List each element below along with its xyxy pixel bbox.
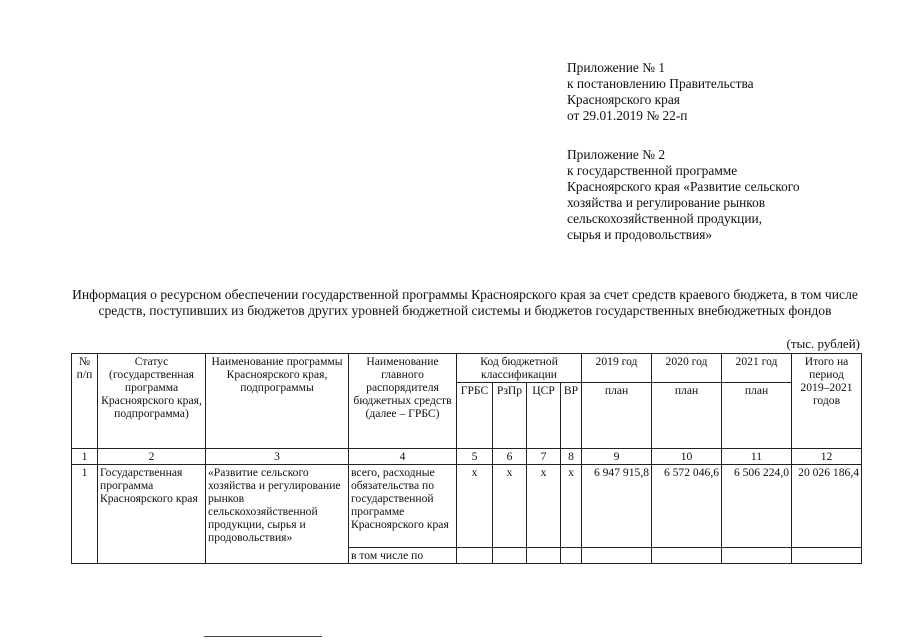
appendix-2-line: хозяйства и регулирование рынков — [567, 195, 766, 210]
column-number: 5 — [457, 449, 493, 465]
row-cell — [652, 548, 722, 564]
header-year-2021: 2021 год — [722, 354, 792, 383]
appendix-1-line: Приложение № 1 — [567, 60, 666, 75]
column-number: 8 — [561, 449, 582, 465]
appendix-2-line: сельскохозяйственной продукции, — [567, 211, 763, 226]
appendix-1-block — [567, 60, 887, 124]
appendix-1-line: Красноярского края — [567, 92, 680, 107]
row-grbs-name: в том числе по — [349, 548, 457, 564]
row-vr: х — [561, 465, 582, 548]
header-grbs: ГРБС — [457, 383, 493, 449]
row-rzpr: х — [493, 465, 527, 548]
header-num: № п/п — [72, 354, 98, 449]
row-grbs: х — [457, 465, 493, 548]
row-program-name: «Развитие сельского хозяйства и регулирование рынков сельскохозяйственной продукции, сырья и продовольствия» — [206, 465, 349, 564]
header-grbs-name: Наименование главного распорядителя бюджетных средств (далее – ГРБС) — [349, 354, 457, 449]
header-plan-2020: план — [652, 383, 722, 449]
appendix-1-line: к постановлению Правительства — [567, 76, 754, 91]
row-cell — [722, 548, 792, 564]
column-number: 12 — [792, 449, 862, 465]
column-number: 9 — [582, 449, 652, 465]
column-number-row — [72, 449, 862, 465]
header-csr: ЦСР — [527, 383, 561, 449]
appendix-2-line: Красноярского края «Развитие сельского — [567, 179, 800, 194]
row-cell — [561, 548, 582, 564]
document-title: Информация о ресурсном обеспечении государственной программы Красноярского края за счет средств краевого бюджета, в том числе средств, поступивших из бюджетов других уровней бюджетной системы и бюджетов государственных внебюджетных фондов — [72, 287, 858, 318]
row-num: 1 — [72, 465, 98, 564]
header-rzpr: РзПр — [493, 383, 527, 449]
row-cell — [582, 548, 652, 564]
row-value-2020: 6 572 046,6 — [652, 465, 722, 548]
column-number: 10 — [652, 449, 722, 465]
appendix-2-block — [567, 147, 887, 243]
column-number: 2 — [98, 449, 206, 465]
header-status: Статус (государственная программа Красноярского края, подпрограмма) — [98, 354, 206, 449]
header-program-name: Наименование программы Красноярского края, подпрограммы — [206, 354, 349, 449]
header-vr: ВР — [561, 383, 582, 449]
bottom-divider — [204, 636, 322, 637]
column-number: 1 — [72, 449, 98, 465]
column-number: 6 — [493, 449, 527, 465]
row-value-total: 20 026 186,4 — [792, 465, 862, 548]
row-status: Государственная программа Красноярского края — [98, 465, 206, 564]
row-value-2021: 6 506 224,0 — [722, 465, 792, 548]
column-number: 4 — [349, 449, 457, 465]
row-cell — [457, 548, 493, 564]
appendix-2-line: к государственной программе — [567, 163, 738, 178]
appendix-2-line: сырья и продовольствия» — [567, 227, 713, 242]
appendix-2-line: Приложение № 2 — [567, 147, 666, 162]
header-year-2020: 2020 год — [652, 354, 722, 383]
table-row — [72, 465, 862, 548]
header-plan-2021: план — [722, 383, 792, 449]
row-csr: х — [527, 465, 561, 548]
table-header-row — [72, 354, 862, 383]
resource-table — [71, 353, 862, 564]
row-cell — [493, 548, 527, 564]
header-plan-2019: план — [582, 383, 652, 449]
appendix-1-line: от 29.01.2019 № 22-п — [567, 108, 688, 123]
row-grbs-name: всего, расходные обязательства по государственной программе Красноярского края — [349, 465, 457, 548]
column-number: 3 — [206, 449, 349, 465]
header-year-2019: 2019 год — [582, 354, 652, 383]
header-budget-code: Код бюджетной классификации — [457, 354, 582, 383]
row-cell — [527, 548, 561, 564]
row-cell — [792, 548, 862, 564]
column-number: 7 — [527, 449, 561, 465]
header-total: Итого на период 2019–2021 годов — [792, 354, 862, 449]
row-value-2019: 6 947 915,8 — [582, 465, 652, 548]
column-number: 11 — [722, 449, 792, 465]
units-label: (тыс. рублей) — [786, 336, 860, 351]
